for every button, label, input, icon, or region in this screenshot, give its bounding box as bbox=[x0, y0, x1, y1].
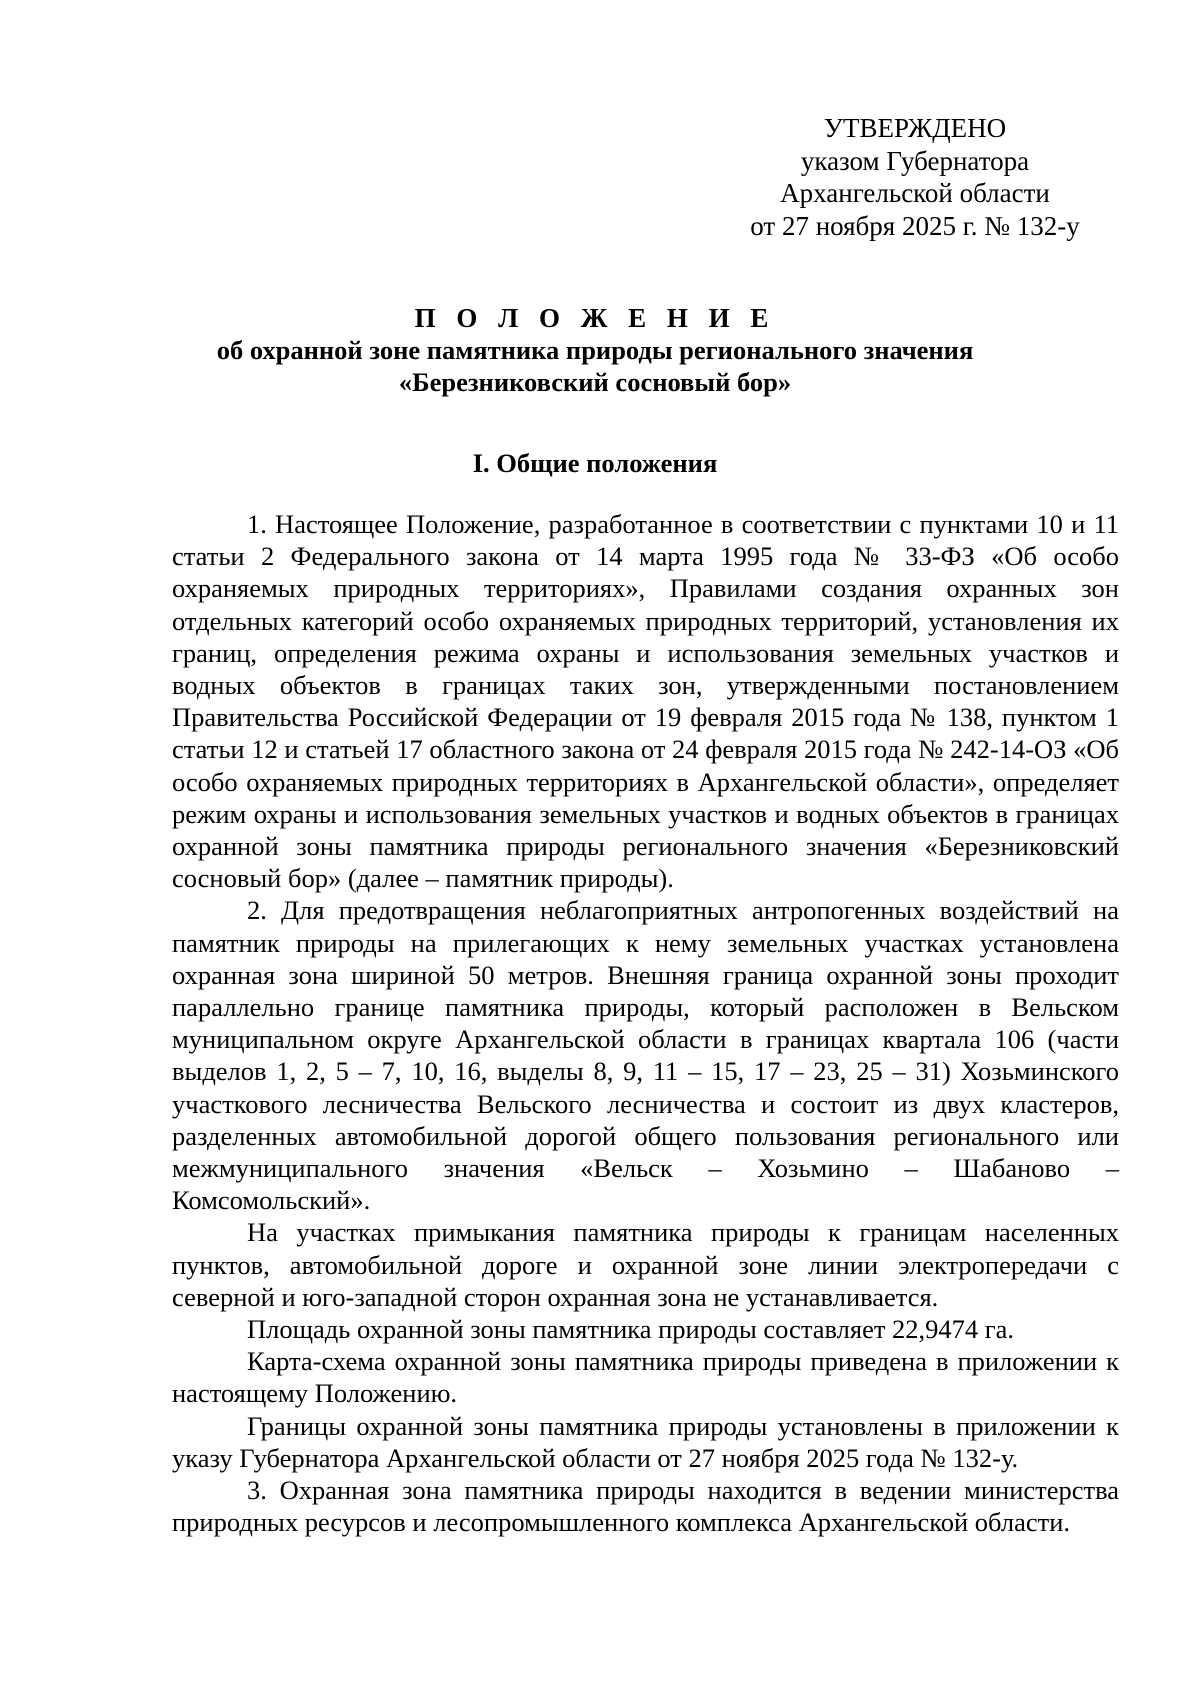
paragraph-4: Площадь охранной зоны памятника природы составляет 22,9474 га. bbox=[247, 1314, 1015, 1345]
paragraph-6: Границы охранной зоны памятника природы установлены в приложении к указу Губернатора Архангельской области от 27 ноября 2025 года № 132-у. bbox=[172, 1410, 1119, 1473]
paragraph-1: 1. Настоящее Положение, разработанное в соответствии с пунктами 10 и 11 статьи 2 Федерального закона от 14 марта 1995 года № 33-ФЗ «Об особо охраняемых природных территориях», Правилами создания охранных зон отдельных категорий особо охраняемых природных территорий, установления их границ, определения режима охраны и использования земельных участков и водных объектов в границах таких зон, утвержденными постановлением Правительства Российской Федерации от 19 февраля 2015 года № 138, пунктом 1 статьи 12 и статьей 17 областного закона от 24 февраля 2015 года № 242-14-ОЗ «Об особо охраняемых природных территориях в Архангельской области», определяет режим охраны и использования земельных участков и водных объектов в границах охранной зоны памятника природы регионального значения «Березниковский сосновый бор» (далее – памятник природы). bbox=[172, 509, 1119, 894]
paragraph-7: 3. Охранная зона памятника природы находится в ведении министерства природных ресурсов и лесопромышленного комплекса Архангельской области. bbox=[172, 1475, 1119, 1538]
document-subtitle-line-1: об охранной зоне памятника природы регионального значения bbox=[216, 335, 974, 365]
section-heading: I. Общие положения bbox=[472, 448, 718, 478]
approval-heading: УТВЕРЖДЕНО bbox=[823, 113, 1007, 143]
document-subtitle-line-2: «Березниковский сосновый бор» bbox=[398, 367, 792, 397]
document-body bbox=[172, 508, 1119, 1539]
paragraph-2: 2. Для предотвращения неблагоприятных антропогенных воздействий на памятник природы на прилегающих к нему земельных участках установлена охранная зона шириной 50 метров. Внешняя граница охранной зоны проходит параллельно границе памятника природы, который расположен в Вельском муниципальном округе Архангельской области в границах квартала 106 (части выделов 1, 2, 5 – 7, 10, 16, выделы 8, 9, 11 – 15, 17 – 23, 25 – 31) Хозьминского участкового лесничества Вельского лесничества и состоит из двух кластеров, разделенных автомобильной дорогой общего пользования регионального или межмуниципального значения «Вельск – Хозьмино – Шабаново – Комсомольский». bbox=[172, 895, 1119, 1216]
approval-region-line: Архангельской области bbox=[780, 178, 1050, 208]
document-title-block bbox=[150, 302, 1040, 398]
approval-date-line: от 27 ноября 2025 г. № 132-у bbox=[750, 210, 1080, 241]
approval-decree-line: указом Губернатора bbox=[800, 145, 1030, 176]
document-title: П О Л О Ж Е Н И Е bbox=[414, 303, 776, 333]
approval-stamp bbox=[700, 112, 1130, 242]
paragraph-5: Карта-схема охранной зоны памятника природы приведена в приложении к настоящему Положению. bbox=[172, 1346, 1119, 1409]
paragraph-3: На участках примыкания памятника природы к границам населенных пунктов, автомобильной дороге и охранной зоне линии электропередачи с северной и юго-западной сторон охранная зона не устанавливается. bbox=[172, 1217, 1119, 1312]
